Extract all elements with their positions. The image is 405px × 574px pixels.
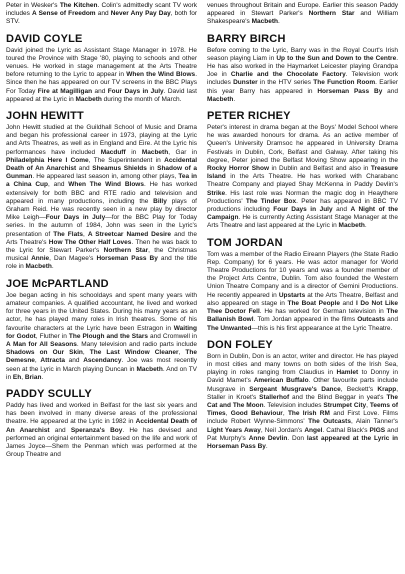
body-text: and First Love. Films include Robert Wynne-Simmons' [207, 410, 398, 426]
body-text: —for the BBC Play for Today series. In the autumn of 1984, John was seen in the Lyric's presentation of [6, 214, 197, 238]
body-text: , the Christmas musical [6, 247, 197, 263]
title-text: A Sense of Freedom [31, 10, 96, 18]
body-text: in [146, 165, 158, 173]
bio-paragraph [6, 292, 197, 382]
title-text: Never Any Pay Day [110, 10, 171, 18]
bio-section [207, 33, 398, 104]
bio-name-heading: TOM JORDAN [207, 236, 283, 249]
body-text: . Cathal Black's [322, 426, 370, 434]
title-text: Strumpet City [323, 401, 367, 409]
body-text: , and [47, 181, 69, 189]
title-text: Northern Star [308, 10, 355, 18]
body-text: venues throughout Britain and Europe. Earlier this season Paddy appeared in Stewart Parker's [207, 2, 398, 18]
title-text: Waiting for Godot [6, 324, 197, 340]
title-text: Up to the Sun and Down to the Centre [276, 54, 397, 62]
body-text: , Neil Jordan's [260, 426, 305, 434]
body-text: and Pat Murphy's [207, 426, 398, 442]
bio-name-heading: DAVID COYLE [6, 32, 83, 45]
title-text: How The Other Half Loves [48, 238, 132, 246]
body-text: , Staller in Kroet's [207, 385, 398, 401]
body-text: and [332, 206, 351, 214]
body-text: . [265, 442, 268, 450]
title-text: Attracta [40, 357, 65, 365]
bio-section [6, 33, 197, 104]
body-text: plays of Graham Reid. He was recently seen in a new play by director Mike Leigh— [6, 197, 197, 222]
title-text: Macbeth [25, 263, 52, 271]
continued-bio-text [207, 2, 398, 27]
title-text: Macbeth [75, 95, 102, 103]
body-text: . And on TV in [6, 365, 197, 381]
body-text: and [95, 10, 111, 18]
body-text: . He is currently Acting Assistant Stage Manager at the Arts Theatre and last appeared at the Lyric in [207, 214, 398, 230]
title-text: Angel [304, 426, 323, 434]
title-text: The Boat People [287, 299, 340, 307]
body-text: and [385, 316, 398, 324]
title-text: Brian [24, 373, 42, 381]
title-text: Four Days in July [45, 214, 106, 222]
title-text: Upstarts [278, 291, 306, 299]
title-text: The Unwanted [207, 324, 252, 332]
left-bios [6, 33, 197, 460]
title-text: PIGS [369, 426, 386, 434]
title-text: Outcasts [357, 316, 386, 324]
body-text: John Hewitt studied at the Guildhall School of Music and Drama and began his professional career in 1973, playing at the Lyric and Arts Theatres, as well as in England and Eire. At the Lyric his performances have included [6, 124, 197, 156]
title-text: The Irish RM [287, 410, 330, 418]
body-text: Peter in Wesker's [6, 2, 60, 9]
body-text: . Many television and radio parts include [76, 340, 197, 348]
title-text: Krapp [377, 385, 397, 393]
title-text: The Last Window Cleaner [89, 349, 179, 357]
title-text: Shadows on Our Skin [6, 349, 83, 357]
bio-name-heading: DON FOLEY [207, 338, 273, 351]
title-text: Sheamus Shields [92, 165, 147, 173]
body-text: . Television work includes [207, 71, 398, 87]
bio-section [207, 110, 398, 231]
bio-paragraph [6, 47, 197, 104]
title-text: The Outcasts [308, 418, 351, 426]
title-text: Annie [31, 255, 50, 263]
body-text: and the Blind Beggar in yeat's [289, 393, 387, 401]
title-text: Fire at Magilligan [37, 87, 93, 95]
title-text: Rocky Horror Show [207, 165, 270, 173]
bio-section [207, 339, 398, 451]
body-text: . Don [287, 434, 307, 442]
body-text: . He appeared last season in, among other plays, [32, 173, 179, 181]
body-text: , Alain Tanner's [350, 418, 398, 426]
bio-name-heading: PETER RICHEY [207, 110, 291, 123]
title-text: The Tinder Box [245, 197, 297, 205]
bio-paragraph [6, 402, 197, 459]
title-text: Horseman Pass By [96, 255, 158, 263]
body-text: , The Superintendent in [88, 156, 165, 164]
bio-section [6, 388, 197, 459]
body-text: Born in Dublin, Don is an actor, writer and director. He has played in most cities and many towns on both sides of the Irish Sea, playing in roles ranging from Claudius in [207, 352, 398, 377]
title-text: Macbeth [207, 95, 234, 103]
title-text: Billy [153, 197, 167, 205]
body-text: and William Shakespeare's [207, 10, 398, 26]
title-text: Macbeth [141, 148, 169, 156]
title-text: Charlie and the Chocolate Factory [230, 71, 346, 79]
body-text: and Cromwell in [148, 332, 197, 340]
body-text: , [178, 349, 186, 357]
body-text: Peter's interest in drama began at the Boys' Model School where he was awarded honours for drama. As an active member of Queen's University Dramsoc he appeared in University Drama Festivals in Dublin, Cork, Belfast and Galway. After taking his degree, Peter joined the Belfast Moving Show appearing in the [207, 124, 398, 164]
body-text: . Since then he has appeared on our TV screens in the BBC Plays For Today [6, 71, 197, 95]
title-text: The Demesne [6, 349, 197, 365]
body-text: . Earlier this year Barry has appeared in [207, 79, 398, 95]
title-text: The Ballanish Bowl [207, 308, 398, 324]
body-text: in the Arts Theatre. He has worked with Charabanc Theatre Company and played Shay McKenna in Paddy Devlin's [207, 173, 398, 189]
body-text: Tom was a member of the Radio Eireann Players (the State Radio Rep. Company) for 6 years. He was actor manager for World Theatre Productions for 10 years and was a founder member of the Project Arts Centre, Dublin. Tom also founded the Western Union Theatre Company and is a director of Gemini Productions. He recently appeared in [207, 250, 398, 299]
bio-name-heading: JOE McPARTLAND [6, 277, 109, 290]
body-text: , [282, 410, 288, 418]
body-text: . His last role was Norman the magic dog in Heaythere Productions' [207, 189, 398, 205]
bio-name-heading: PADDY SCULLY [6, 387, 92, 400]
body-text: , [21, 373, 25, 381]
body-text: , [225, 410, 231, 418]
body-text: , Gar in [168, 148, 197, 156]
title-text: Accidental Death of An Anarchist [6, 418, 197, 434]
title-text: Eh [12, 373, 22, 381]
body-text: and the title role in [6, 255, 197, 271]
title-text: Philadelphia Here I Come [6, 156, 89, 164]
body-text: in the HTV series [257, 79, 314, 87]
title-text: A Night of the Campaign [207, 206, 398, 222]
body-text: . [277, 18, 280, 26]
title-text: Tea in a China Cup [6, 173, 197, 189]
right-column [207, 2, 398, 574]
bio-name-heading: BARRY BIRCH [207, 32, 286, 45]
title-text: Dunster [233, 79, 258, 87]
title-text: The Kitchen [59, 2, 98, 9]
body-text: , Dan Magee's [49, 255, 97, 263]
body-text: and [49, 426, 71, 434]
body-text: , both for STV. [6, 10, 197, 26]
body-text: . Colin's admittedly scant TV work includes [6, 2, 197, 18]
title-text: The Plough and the Stars [68, 332, 149, 340]
title-text: Four Days in July [273, 206, 333, 214]
continued-paragraph [207, 2, 398, 27]
body-text: and [64, 357, 84, 365]
body-text: , [82, 230, 88, 238]
title-text: Anne Devlin [248, 434, 288, 442]
title-text: Accidental Death of An Anarchist [6, 156, 197, 173]
body-text: and [92, 87, 108, 95]
title-text: Treasure Island [207, 165, 398, 181]
body-text: . Joe was most recently seen at the Lyric in March playing Duncan in [6, 357, 197, 373]
body-text: Before coming to the Lyric, Barry was in the Royal Court's Irish season playing Liam in [207, 46, 398, 62]
title-text: Strike [207, 189, 226, 197]
title-text: Sergeant Musgrave's Dance [249, 385, 341, 393]
body-text: . [364, 222, 367, 230]
title-text: The Cat and The Moon [207, 393, 398, 409]
body-text: . Peter has appeared in BBC TV productions including [207, 197, 398, 214]
bio-paragraph [207, 124, 398, 231]
body-text: and [382, 87, 398, 95]
body-text: —this is his first appearance at the Lyric Theatre. [251, 324, 393, 332]
body-text: . Then he was back to the Lyric for Stewart Parker's [6, 238, 197, 255]
body-text: during the month of March. [101, 95, 182, 103]
body-text: . [233, 95, 236, 103]
body-text: . He has also worked in the Haymarket Leicester playing Grandpa Joe in [207, 54, 398, 79]
title-text: Hamlet [336, 369, 359, 377]
body-text: and the Arts Theatre's [6, 230, 197, 246]
body-text: . [41, 373, 44, 381]
bio-paragraph [207, 353, 398, 451]
body-text: to Donny in David Mamet's [207, 369, 398, 385]
bio-section [207, 237, 398, 333]
body-text: at the Arts Theatre, Belfast and also appeared on stage in [207, 291, 398, 307]
title-text: Shadow of a Gunman [6, 165, 197, 181]
title-text: Speranza's Boy [70, 426, 123, 434]
title-text: When the Wind Blows [126, 71, 196, 79]
title-text: American Buffalo [253, 377, 309, 385]
title-text: Teems of Times [207, 401, 398, 418]
body-text: David joined the Lyric as Assistant Stage Manager in 1978. He toured the Province with Stage '80, playing to schools and other venues. He worked in stage management at the Arts Theatre before returning to the Lyric to appear in [6, 46, 197, 79]
body-text: . Television includes [263, 401, 324, 409]
bio-name-heading: JOHN HEWITT [6, 110, 84, 123]
continued-bio-text [6, 2, 197, 27]
bio-paragraph [6, 124, 197, 272]
body-text: , [366, 401, 370, 409]
bio-section [6, 110, 197, 272]
title-text: Macbeth [338, 222, 365, 230]
left-column [6, 2, 197, 574]
title-text: Four Days in July [107, 87, 164, 95]
body-text: . He has worked for German television in [259, 308, 387, 316]
title-text: Light Years Away [207, 426, 261, 434]
title-text: Northern Star [103, 247, 149, 255]
body-text: Paddy has lived and worked in Belfast for the last six years and has been involved in many diverse areas of the professional theatre. He appeared at the Lyric in 1982 in [6, 401, 197, 426]
body-text: . [51, 263, 54, 271]
body-text: . Other favourite parts include Musgrave in [207, 377, 398, 393]
body-text: in [125, 148, 142, 156]
title-text: Good Behaviour [230, 410, 283, 418]
title-text: Ascendancy [83, 357, 122, 365]
body-text: and [76, 165, 93, 173]
title-text: last appeared at the Lyric in Horseman Pass By [207, 434, 398, 450]
title-text: The Flats [53, 230, 83, 238]
title-text: Horseman Pass By [317, 87, 383, 95]
body-text: . David last appeared at the Lyric in [6, 87, 197, 103]
title-text: Macbeth [136, 365, 163, 373]
body-text: , Fluther in [35, 332, 69, 340]
body-text: , [34, 357, 41, 365]
title-text: The Function Room [313, 79, 376, 87]
title-text: Macduff [100, 148, 126, 156]
body-text: . He has devised and performed an original entertainment based on the life and work of James Joyce—Shem the Penman which was performed at the Group Theatre and [6, 426, 197, 459]
body-text: Joe began acting in his schooldays and spent many years with amateur companies. A qualified accountant, he lived and worked for three years in the United States. During his many years as an actor, he has played many roles in Irish theatres. Some of his favourite characters at the Lyric have been Estragon in [6, 291, 197, 332]
title-text: A Man for All Seasons [6, 340, 77, 348]
body-text: , Beckett's [340, 385, 378, 393]
body-text: . Tom Jordan appeared in the films [253, 316, 358, 324]
bio-section [6, 278, 197, 382]
bio-paragraph [207, 47, 398, 104]
body-text: in Dublin and Belfast and also in [269, 165, 371, 173]
bio-paragraph [207, 251, 398, 333]
right-bios [207, 33, 398, 452]
title-text: Macbeth [251, 18, 278, 26]
body-text: . He has worked extensively for both BBC and RTE radio and television and appeared in many productions, including the [6, 181, 197, 205]
body-text: , [82, 349, 90, 357]
title-text: I Do Not Like Thee Doctor Fell [207, 299, 398, 316]
body-text: and [339, 299, 356, 307]
continued-paragraph [6, 2, 197, 27]
title-text: When The Wind Blows [68, 181, 144, 189]
title-text: A Streetcar Named Desire [87, 230, 172, 238]
title-text: Stallerhof [259, 393, 290, 401]
